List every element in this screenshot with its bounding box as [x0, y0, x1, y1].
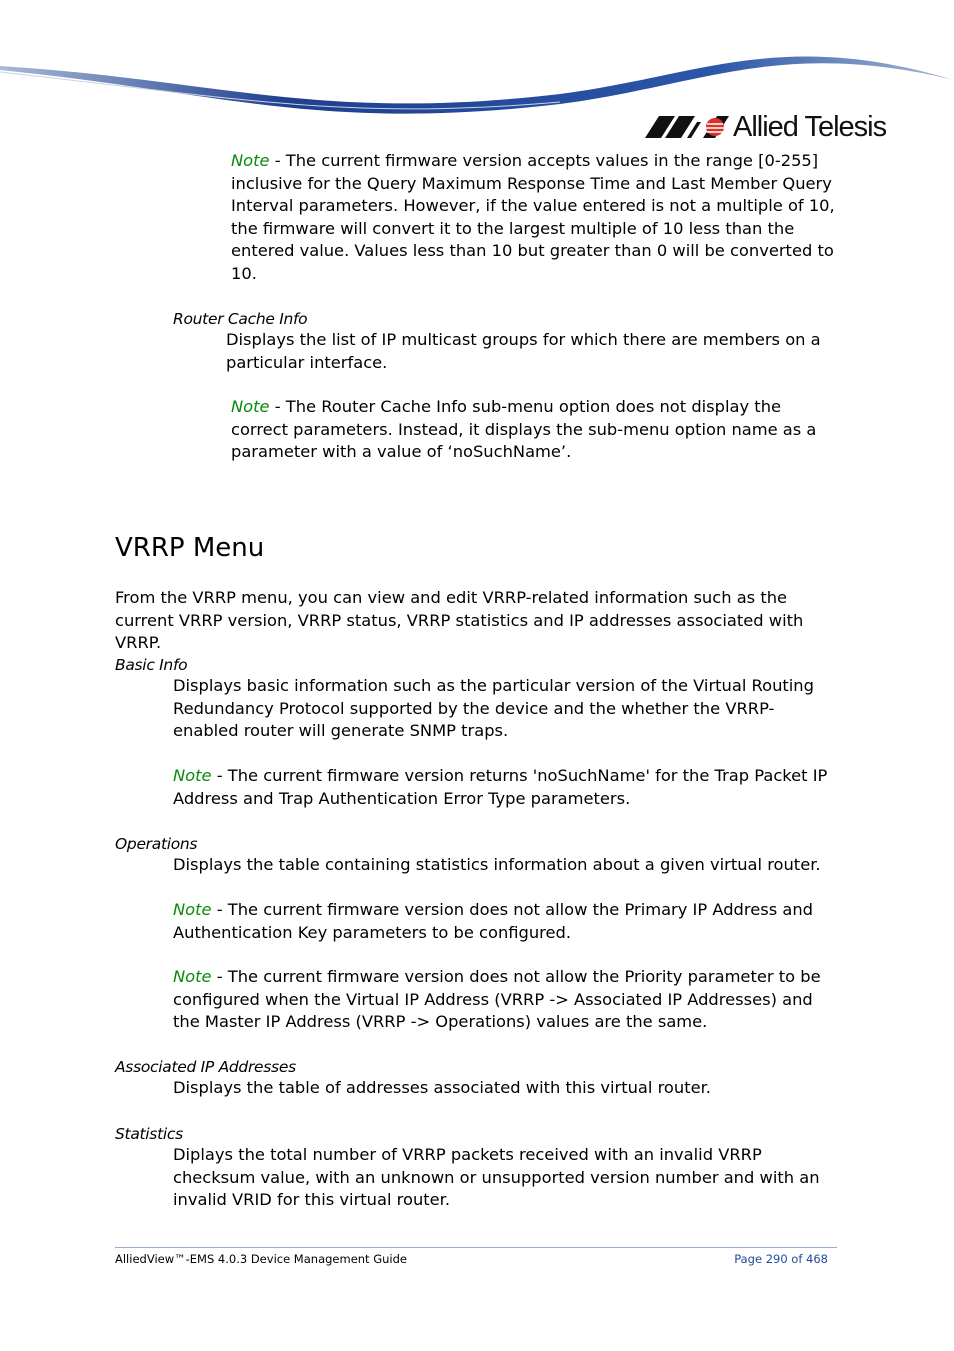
subheading-operations: Operations: [115, 835, 198, 853]
note-label: Note: [231, 151, 270, 170]
footer-divider: [115, 1247, 837, 1248]
subheading-basic-info: Basic Info: [115, 656, 188, 674]
subheading-statistics: Statistics: [115, 1125, 183, 1143]
note-text: - The current firmware version does not allow the Priority parameter to be configured when the Virtual IP Address (VRRP -> Associated IP Addresses) and the Master IP Address (VRRP -> Operations) values are the same.: [173, 967, 821, 1031]
note-label: Note: [231, 397, 270, 416]
footer-page-number: Page 290 of 468: [734, 1252, 828, 1266]
subheading-associated-ip-addresses: Associated IP Addresses: [115, 1058, 296, 1076]
note-basic-info: [173, 765, 833, 810]
note-igmp: [231, 150, 843, 285]
associated-desc: Displays the table of addresses associated with this virtual router.: [173, 1078, 711, 1097]
note-text: - The current firmware version returns 'noSuchName' for the Trap Packet IP Address and Trap Authentication Error Type parameters.: [173, 766, 828, 808]
statistics-desc: Diplays the total number of VRRP packets received with an invalid VRRP checksum value, with an unknown or unsupported version number and with an invalid VRID for this virtual router.: [173, 1145, 820, 1209]
section-heading-vrrp-menu: VRRP Menu: [115, 533, 265, 563]
note-router-cache: [231, 396, 841, 464]
note-text: - The Router Cache Info sub-menu option does not display the correct parameters. Instead, it displays the sub-menu option name as a parameter with a value of ‘noSuchName’.: [231, 397, 817, 461]
logo-mark-icon: [645, 110, 731, 144]
footer-guide-title: AlliedView™-EMS 4.0.3 Device Management Guide: [115, 1252, 407, 1266]
subheading-router-cache-info: Router Cache Info: [173, 310, 308, 328]
note-label: Note: [173, 900, 212, 919]
router-cache-desc: Displays the list of IP multicast groups for which there are members on a particular interface.: [226, 330, 821, 372]
logo-wordmark: Allied Telesis: [733, 111, 887, 143]
note-label: Note: [173, 766, 212, 785]
basic-info-desc: Displays basic information such as the particular version of the Virtual Routing Redundancy Protocol supported by the device and the whether the VRRP-enabled router will generate SNMP traps.: [173, 676, 814, 740]
note-operations-1: [173, 899, 833, 944]
operations-desc: Displays the table containing statistics information about a given virtual router.: [173, 855, 821, 874]
note-operations-2: [173, 966, 838, 1034]
note-label: Note: [173, 967, 212, 986]
note-text: - The current firmware version does not allow the Primary IP Address and Authentication Key parameters to be configured.: [173, 900, 813, 942]
note-text: - The current firmware version accepts values in the range [0-255] inclusive for the Query Maximum Response Time and Last Member Query Interval parameters. However, if the value entered is not a multiple of 10, the firmware will convert it to the largest multiple of 10 less than the entered value. Values less than 10 but greater than 0 will be converted to 10.: [231, 151, 835, 283]
allied-telesis-logo: [645, 110, 900, 144]
vrrp-intro: From the VRRP menu, you can view and edit VRRP-related information such as the current VRRP version, VRRP status, VRRP statistics and IP addresses associated with VRRP.: [115, 588, 804, 652]
